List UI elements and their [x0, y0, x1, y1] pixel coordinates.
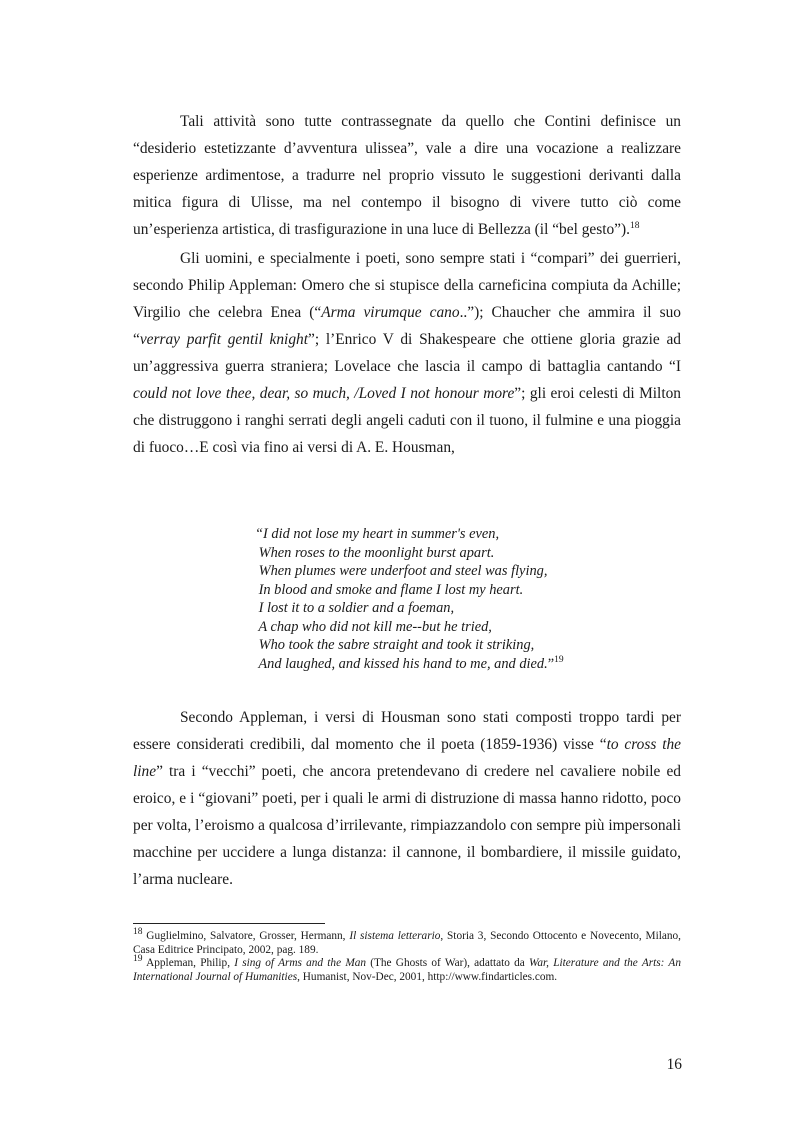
italic-quote: Arma virumque cano — [321, 304, 460, 321]
italic-quote: verray parfit gentil knight — [139, 331, 308, 348]
paragraph-2-text: ..”); Chaucher che ammira il suo “ — [133, 304, 681, 348]
footnote-number: 18 — [133, 927, 143, 938]
poem-line-text: And laughed, and kissed his hand to me, and died. — [255, 655, 548, 672]
footnote-title: I sing of Arms and the Man — [234, 957, 367, 970]
paragraph-2 — [133, 245, 681, 461]
paragraph-3-text: ” tra i “vecchi” poeti, che ancora pretendevano di credere nel cavaliere nobile ed eroico, e i “giovani” poeti, per i quali le armi di distruzione di massa hanno ridotto, poco per volta, l’eroismo a qualcosa d’irrilevante, rimpiazzandolo con sempre più impersonali macchine per uccidere a lunga distanza: il cannone, il bombardiere, il missile guidato, l’arma nucleare. — [133, 763, 681, 888]
poem-line: When roses to the moonlight burst apart. — [255, 544, 495, 561]
poem-line: A chap who did not kill me--but he tried, — [255, 618, 492, 635]
footnote-text: , Storia 3, Secondo Ottocento e Novecento, Milano, Casa Editrice Principato, 2002, pag. 189. — [133, 930, 681, 956]
footnote-divider — [133, 923, 325, 924]
poem-quotation — [255, 525, 685, 673]
page-number: 16 — [666, 1056, 682, 1073]
footnote-number: 19 — [133, 954, 143, 965]
paragraph-2-text: ”; l’Enrico V di Shakespeare che ottiene gloria grazie ad un’aggressiva guerra straniera; Lovelace che lascia il campo di battaglia cantando “I — [133, 331, 681, 375]
footnote-title: War, Literature and the Arts: An International Journal of Humanities — [133, 957, 681, 983]
paragraph-2-text: Gli uomini, e specialmente i poeti, sono sempre stati i “compari” dei guerrieri, secondo Philip Appleman: Omero che si stupisce della carneficina compiuta da Achille; Virgilio che celebra Enea (“ — [133, 250, 681, 321]
footnote-19 — [133, 954, 681, 984]
poem-line: In blood and smoke and flame I lost my heart. — [255, 581, 524, 598]
poem-line: “I did not lose my heart in summer's even, — [255, 526, 500, 542]
footnote-text: Appleman, Philip, — [142, 957, 235, 970]
closing-quote: ” — [547, 655, 555, 672]
paragraph-1-text: Tali attività sono tutte contrassegnate da quello che Contini definisce un “desiderio estetizzante d’avventura ulissea”, vale a dire una vocazione a realizzare esperienze ardimentose, a tradurre nel proprio vissuto le suggestioni derivanti dalla mitica figura di Ulisse, ma nel contempo il bisogno di vivere tutto ciò come un’esperienza artistica, di trasfigurazione in una luce di Bellezza (il “bel gesto”). — [133, 113, 681, 238]
footnote-ref-18[interactable]: 18 — [629, 220, 640, 231]
footnote-text: Guglielmino, Salvatore, Grosser, Hermann, — [142, 930, 350, 942]
footnotes — [133, 927, 681, 984]
footnote-18 — [133, 927, 681, 957]
footnote-title: Il sistema letterario — [349, 930, 441, 942]
paragraph-2-text: ”; gli eroi celesti di Milton che distruggono i ranghi serrati degli angeli caduti con il tuono, il fulmine e una pioggia di fuoco…E così via fino ai versi di A. E. Housman, — [133, 385, 681, 456]
footnote-link[interactable]: , Humanist, Nov-Dec, 2001, http://www.findarticles.com. — [297, 970, 558, 983]
italic-quote: could not love thee, dear, so much, /Loved I not honour more — [133, 385, 515, 402]
footnote-ref-19[interactable]: 19 — [554, 654, 564, 665]
poem-line: Who took the sabre straight and took it striking, — [255, 637, 535, 653]
poem-line: I lost it to a soldier and a foeman, — [255, 600, 455, 616]
paragraph-3-text: Secondo Appleman, i versi di Housman sono stati composti troppo tardi per essere considerati credibili, dal momento che il poeta (1859-1936) visse “ — [133, 709, 681, 753]
poem-line: When plumes were underfoot and steel was flying, — [255, 563, 548, 579]
footnote-text: (The Ghosts of War), adattato da — [366, 957, 530, 970]
paragraph-3 — [133, 704, 681, 893]
paragraph-1 — [133, 108, 681, 243]
poem-line — [255, 655, 685, 674]
italic-quote: to cross the line — [133, 736, 681, 780]
